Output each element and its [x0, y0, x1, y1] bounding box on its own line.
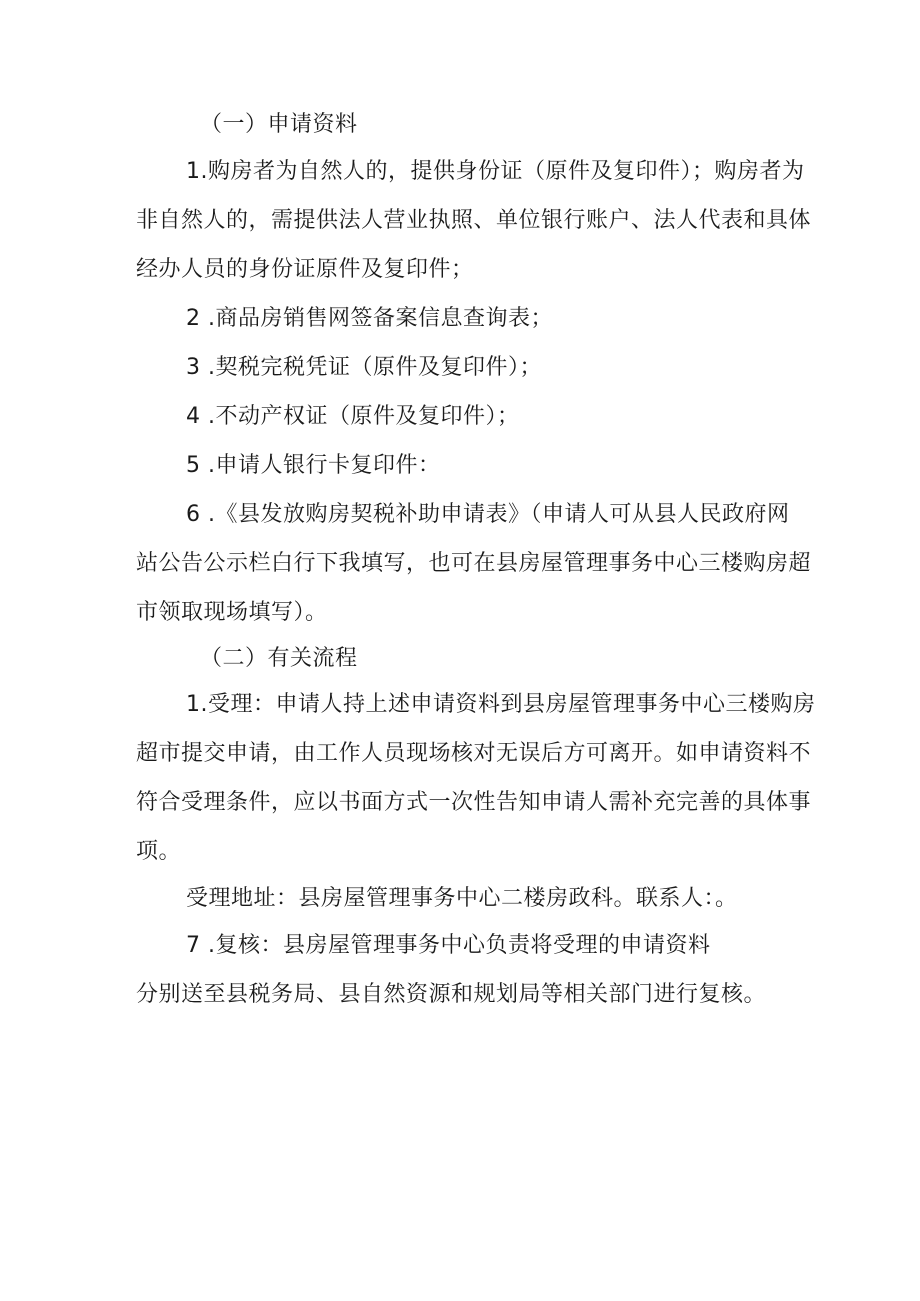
item-4: 4 .不动产权证（原件及复印件）； [186, 404, 520, 429]
section-heading-application-materials: （一）申请资料 [200, 112, 358, 137]
item-3: 3 .契税完税凭证（原件及复印件）； [186, 355, 542, 380]
item-6-line-1: 6 .《县发放购房契税补助申请表》（申请人可从县人民政府网 [186, 502, 790, 527]
item-1-line-2: 非自然人的，需提供法人营业执照、单位银行账户、法人代表和具体 [136, 208, 812, 233]
step-1-line-1: 1.受理：申请人持上述申请资料到县房屋管理事务中心三楼购房 [186, 692, 816, 717]
item-6-line-2: 站公告公示栏白行下我填写，也可在县房屋管理事务中心三楼购房超 [136, 551, 812, 576]
step-1-line-3: 符合受理条件，应以书面方式一次性告知申请人需补充完善的具体事 [136, 790, 812, 815]
section-heading-procedures: （二）有关流程 [200, 646, 358, 671]
acceptance-address: 受理地址：县房屋管理事务中心二楼房政科。联系人：。 [186, 886, 738, 911]
item-5: 5 .申请人银行卡复印件： [186, 453, 441, 478]
item-6-line-3: 市领取现场填写）。 [136, 600, 328, 625]
item-2: 2 .商品房销售网签备案信息查询表； [186, 306, 553, 331]
step-7-line-1: 7 .复核：县房屋管理事务中心负责将受理的申请资料 [186, 933, 711, 958]
step-1-line-2: 超市提交申请，由工作人员现场核对无误后方可离开。如申请资料不 [136, 741, 812, 766]
step-1-line-4: 项。 [136, 839, 182, 864]
step-7-line-2: 分别送至县税务局、县自然资源和规划局等相关部门进行复核。 [136, 982, 767, 1007]
item-1-line-1: 1.购房者为自然人的，提供身份证（原件及复印件）；购房者为 [186, 159, 805, 184]
item-1-line-3: 经办人员的身份证原件及复印件； [136, 257, 474, 282]
